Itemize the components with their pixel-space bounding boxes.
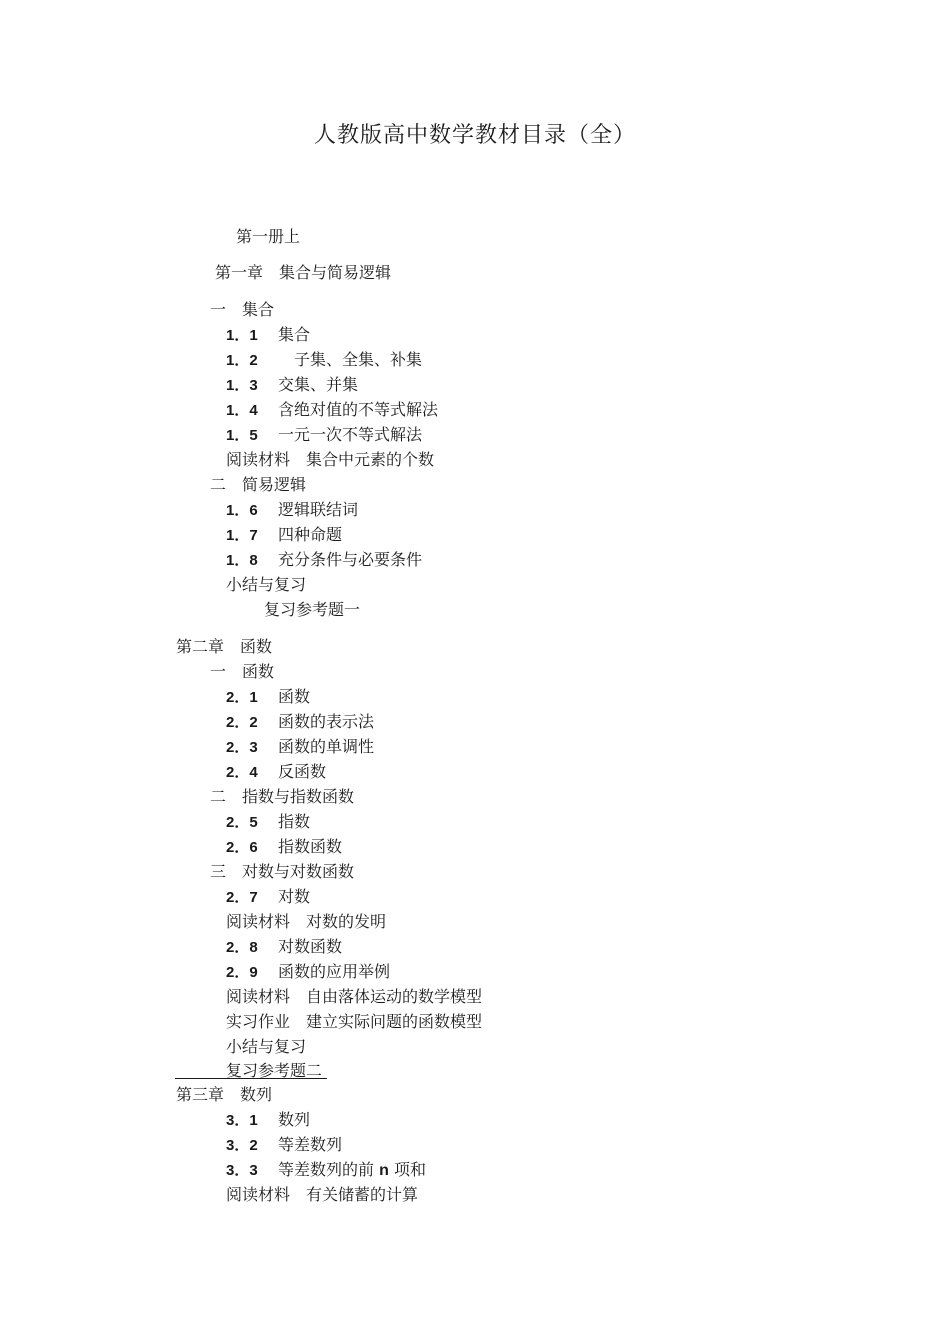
toc-entry bbox=[226, 400, 438, 421]
section-number: 3．1 bbox=[226, 1112, 258, 1129]
section-title: 一元一次不等式解法 bbox=[278, 425, 423, 444]
section-number: 3．2 bbox=[226, 1137, 258, 1154]
section-title: 对数 bbox=[278, 887, 311, 906]
section-number: 1．7 bbox=[226, 527, 258, 544]
toc-entry bbox=[226, 737, 374, 758]
toc-entry bbox=[226, 1110, 310, 1131]
section-number: 3．3 bbox=[226, 1162, 258, 1179]
reading-material: 阅读材料 自由落体运动的数学模型 bbox=[226, 987, 483, 1006]
section-title: 等差数列 bbox=[278, 1135, 343, 1154]
section-title: 交集、并集 bbox=[278, 375, 359, 394]
toc-entry bbox=[226, 962, 390, 983]
toc-entry bbox=[226, 1135, 342, 1156]
section-number: 1．6 bbox=[226, 502, 258, 519]
section-title: 数列 bbox=[278, 1110, 311, 1129]
practice-assignment: 实习作业 建立实际问题的函数模型 bbox=[226, 1012, 483, 1031]
review-questions: 复习参考题二 bbox=[226, 1061, 323, 1080]
section-number: 2．5 bbox=[226, 814, 258, 831]
chapter-1-heading: 第一章 集合与简易逻辑 bbox=[215, 263, 392, 282]
section-number: 1．2 bbox=[226, 352, 258, 369]
section-title: 四种命题 bbox=[278, 525, 343, 544]
section-title-part: 项和 bbox=[388, 1160, 426, 1179]
section-title: 函数 bbox=[278, 687, 311, 706]
section-number: 1．3 bbox=[226, 377, 258, 394]
section-title: 函数的表示法 bbox=[278, 712, 375, 731]
section-title: 含绝对值的不等式解法 bbox=[278, 400, 439, 419]
toc-entry bbox=[226, 812, 310, 833]
section-title: 指数函数 bbox=[278, 837, 343, 856]
section-number: 2．8 bbox=[226, 939, 258, 956]
section-number: 2．7 bbox=[226, 889, 258, 906]
section-title: 充分条件与必要条件 bbox=[278, 550, 423, 569]
chapter-2-part-1: 一 函数 bbox=[210, 662, 275, 681]
section-number: 1．5 bbox=[226, 427, 258, 444]
section-number: 2．2 bbox=[226, 714, 258, 731]
section-title-part: 等差数列的前 bbox=[278, 1160, 380, 1179]
section-title: 函数的应用举例 bbox=[278, 962, 391, 981]
reading-material: 阅读材料 有关储蓄的计算 bbox=[226, 1185, 419, 1204]
summary-and-review: 小结与复习 bbox=[226, 575, 307, 594]
section-number: 1．1 bbox=[226, 327, 258, 344]
section-title: 子集、全集、补集 bbox=[278, 350, 423, 369]
section-title: 对数函数 bbox=[278, 937, 343, 956]
reading-material: 阅读材料 对数的发明 bbox=[226, 912, 387, 931]
section-title: 逻辑联结词 bbox=[278, 500, 359, 519]
section-number: 2．4 bbox=[226, 764, 258, 781]
divider-line bbox=[175, 1078, 327, 1079]
volume-label: 第一册上 bbox=[236, 227, 301, 246]
section-title: 指数 bbox=[278, 812, 311, 831]
section-number: 2．3 bbox=[226, 739, 258, 756]
chapter-3-heading: 第三章 数列 bbox=[176, 1085, 273, 1104]
toc-entry bbox=[226, 712, 374, 733]
section-title: 反函数 bbox=[278, 762, 327, 781]
section-number: 1．8 bbox=[226, 552, 258, 569]
summary-and-review: 小结与复习 bbox=[226, 1037, 307, 1056]
toc-entry bbox=[226, 1160, 426, 1181]
toc-entry bbox=[226, 550, 422, 571]
toc-entry bbox=[226, 425, 422, 446]
toc-entry bbox=[226, 325, 310, 346]
review-questions: 复习参考题一 bbox=[264, 600, 361, 619]
toc-entry bbox=[226, 500, 358, 521]
toc-entry bbox=[226, 937, 342, 958]
toc-entry bbox=[226, 762, 326, 783]
variable-n: n bbox=[379, 1162, 389, 1179]
toc-entry bbox=[226, 525, 342, 546]
section-number: 2．1 bbox=[226, 689, 258, 706]
chapter-1-part-1: 一 集合 bbox=[210, 300, 275, 319]
toc-entry bbox=[226, 837, 342, 858]
section-title: 集合 bbox=[278, 325, 311, 344]
section-title: 函数的单调性 bbox=[278, 737, 375, 756]
toc-entry bbox=[226, 687, 310, 708]
section-number: 1．4 bbox=[226, 402, 258, 419]
toc-entry bbox=[226, 887, 310, 908]
chapter-2-part-2: 二 指数与指数函数 bbox=[210, 787, 355, 806]
section-number: 2．6 bbox=[226, 839, 258, 856]
toc-entry bbox=[226, 350, 422, 371]
toc-entry bbox=[226, 375, 358, 396]
chapter-2-part-3: 三 对数与对数函数 bbox=[210, 862, 355, 881]
page-title: 人教版高中数学教材目录（全） bbox=[313, 123, 636, 148]
reading-material: 阅读材料 集合中元素的个数 bbox=[226, 450, 435, 469]
section-number: 2．9 bbox=[226, 964, 258, 981]
chapter-2-heading: 第二章 函数 bbox=[176, 637, 273, 656]
chapter-1-part-2: 二 简易逻辑 bbox=[210, 475, 307, 494]
